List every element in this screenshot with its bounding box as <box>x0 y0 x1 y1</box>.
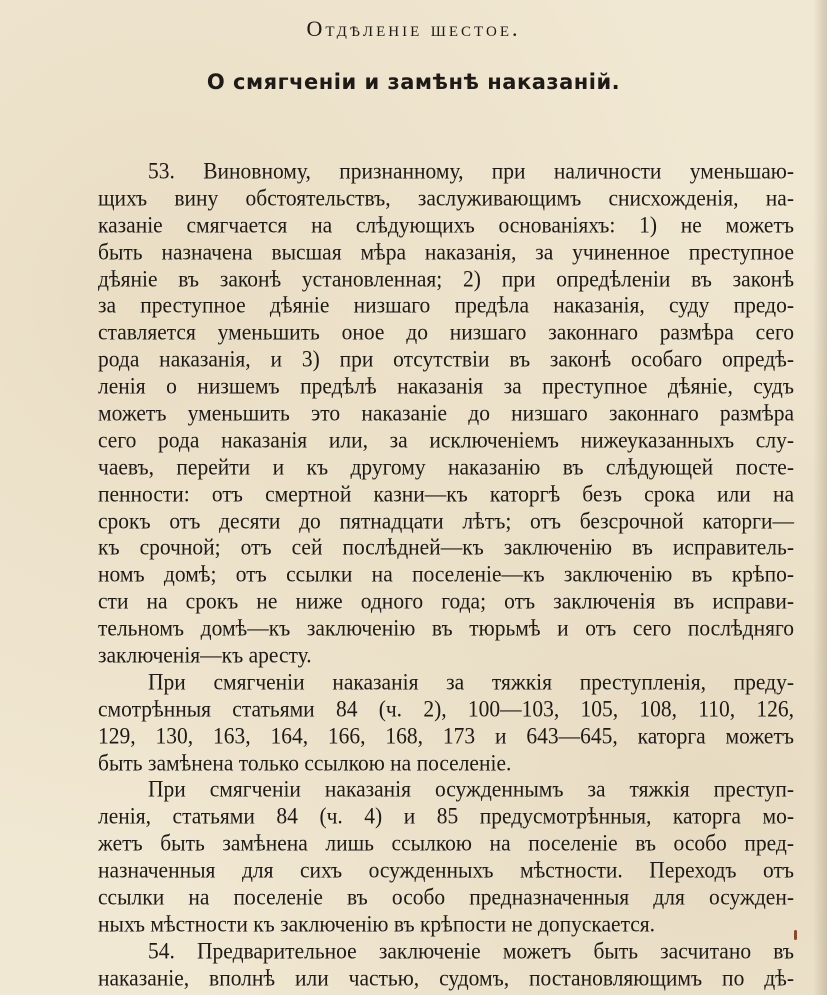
text-line: жетъ быть замѣнена лишь ссылкою на поселеніе въ особо пред- <box>98 830 794 857</box>
text-line: сти на срокъ не ниже одного года; отъ заключенія въ исправи- <box>98 588 794 615</box>
text-line: срокъ отъ десяти до пятнадцати лѣтъ; отъ безсрочной каторги— <box>98 507 794 534</box>
text-line: тельномъ домѣ—къ заключенію въ тюрьмѣ и отъ сего послѣдняго <box>98 615 794 642</box>
page-edge-shadow <box>813 0 827 995</box>
text-line: номъ домѣ; отъ ссылки на поселеніе—къ заключенію въ крѣпо- <box>98 561 794 588</box>
text-line: къ срочной; отъ сей послѣдней—къ заключенію въ исправитель- <box>98 534 794 561</box>
section-title: Отдѣленіе шестое. <box>306 16 521 41</box>
chapter-title: О смягченіи и замѣнѣ наказаній. <box>206 70 621 94</box>
text-line: быть замѣнена только ссылкою на поселеніе. <box>98 749 512 776</box>
text-line: чаевъ, перейти и къ другому наказанію въ слѣдующей посте- <box>98 453 794 480</box>
text-line: за преступное дѣяніе низшаго предѣла наказанія, суду предо- <box>98 292 794 319</box>
text-line: быть назначена высшая мѣра наказанія, за учиненное преступное <box>98 238 794 265</box>
text-line: 129, 130, 163, 164, 166, 168, 173 и 643—645, каторга можетъ <box>98 722 794 749</box>
text-line: 53. Виновному, признанному, при наличности уменьшаю- <box>148 158 794 184</box>
text-line: назначенныя для сихъ осужденныхъ мѣстности. Переходъ отъ <box>98 857 794 884</box>
paragraph <box>98 669 794 777</box>
paragraph <box>98 776 794 937</box>
text-line: рода наказанія, и 3) при отсутствіи въ законѣ особаго опредѣ- <box>98 346 794 373</box>
text-line: смотрѣнныя статьями 84 (ч. 2), 100—103, 105, 108, 110, 126, <box>98 695 794 722</box>
text-line: При смягченіи наказанія осужденнымъ за тяжкія преступ- <box>148 776 794 803</box>
text-line: сего рода наказанія или, за исключеніемъ нижеуказанныхъ слу- <box>98 426 794 453</box>
text-line: щихъ вину обстоятельствъ, заслуживающимъ снисхожденія, на- <box>98 184 794 211</box>
text-line: ставляется уменьшить оное до низшаго законнаго размѣра сего <box>98 319 794 346</box>
ink-mark <box>794 930 797 940</box>
body-text <box>98 158 794 992</box>
paragraph <box>98 938 794 992</box>
text-line: можетъ уменьшить это наказаніе до низшаго законнаго размѣра <box>98 400 794 426</box>
text-line: пенности: отъ смертной казни—къ каторгѣ безъ срока или на <box>98 480 794 507</box>
text-line: ленія, статьями 84 (ч. 4) и 85 предусмотрѣнныя, каторга мо- <box>98 803 794 830</box>
text-line: ныхъ мѣстности къ заключенію въ крѣпости не допускается. <box>98 910 656 937</box>
text-line: 54. Предварительное заключеніе можетъ быть засчитано въ <box>148 937 794 964</box>
text-line: дѣяніе въ законѣ установленная; 2) при опредѣленіи въ законѣ <box>98 265 794 292</box>
paragraph <box>98 158 794 669</box>
text-line: ссылки на поселеніе въ особо предназначенныя для осужден- <box>98 884 794 910</box>
text-line: При смягченіи наказанія за тяжкія преступленія, преду- <box>148 668 794 695</box>
text-line: наказаніе, вполнѣ или частью, судомъ, постановляющимъ по дѣ- <box>98 964 794 991</box>
text-line: казаніе смягчается на слѣдующихъ основаніяхъ: 1) не можетъ <box>98 211 794 238</box>
text-line: ленія о низшемъ предѣлѣ наказанія за преступное дѣяніе, судъ <box>98 373 794 400</box>
text-line: заключенія—къ аресту. <box>98 642 312 668</box>
